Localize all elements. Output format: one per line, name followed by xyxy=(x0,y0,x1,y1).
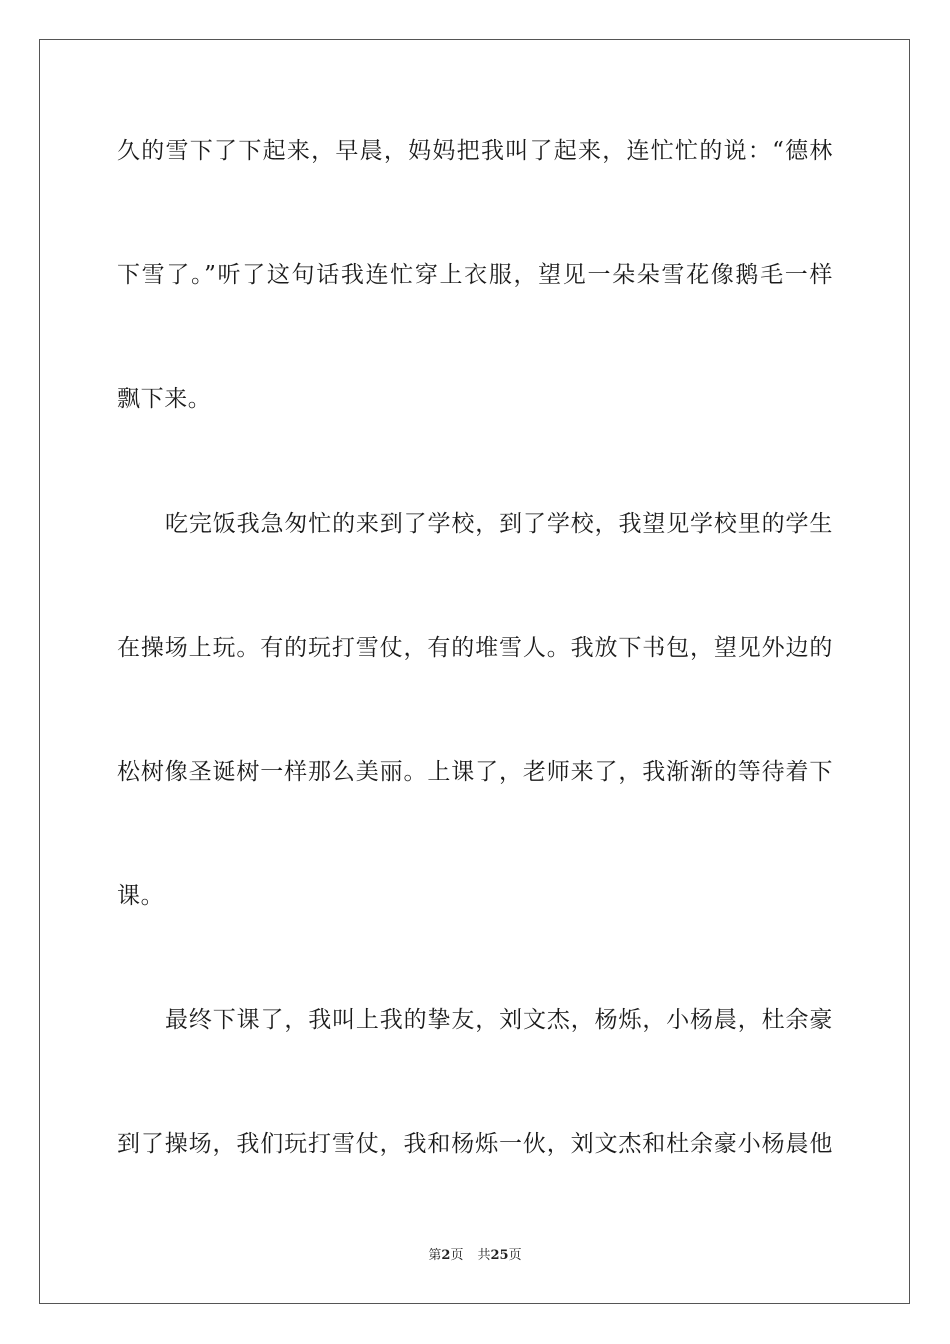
page-border xyxy=(39,39,910,1304)
text-line-4: 吃完饭我急匆忙的来到了学校，到了学校，我望见学校里的学生 xyxy=(165,511,833,537)
text-line-5: 在操场上玩。有的玩打雪仗，有的堆雪人。我放下书包，望见外边的 xyxy=(117,635,833,661)
page-prefix: 第 xyxy=(428,1248,442,1263)
page-suffix: 页 xyxy=(450,1248,464,1263)
text-line-7: 课。 xyxy=(117,883,165,909)
text-line-2: 下雪了。”听了这句话我连忙穿上衣服，望见一朵朵雪花像鹅毛一样 xyxy=(117,262,833,288)
total-prefix: 共 xyxy=(477,1248,491,1263)
page-number: 2 xyxy=(441,1248,451,1263)
total-pages: 25 xyxy=(490,1248,509,1263)
text-line-8: 最终下课了，我叫上我的挚友，刘文杰，杨烁，小杨晨，杜余豪 xyxy=(165,1007,833,1033)
page-footer xyxy=(0,1247,950,1265)
total-suffix: 页 xyxy=(508,1248,522,1263)
text-line-9: 到了操场，我们玩打雪仗，我和杨烁一伙，刘文杰和杜余豪小杨晨他 xyxy=(117,1131,833,1157)
text-line-6: 松树像圣诞树一样那么美丽。上课了，老师来了，我渐渐的等待着下 xyxy=(117,759,833,785)
text-line-3: 飘下来。 xyxy=(117,386,212,412)
text-line-1: 久的雪下了下起来，早晨，妈妈把我叫了起来，连忙忙的说：“德林 xyxy=(117,138,833,164)
